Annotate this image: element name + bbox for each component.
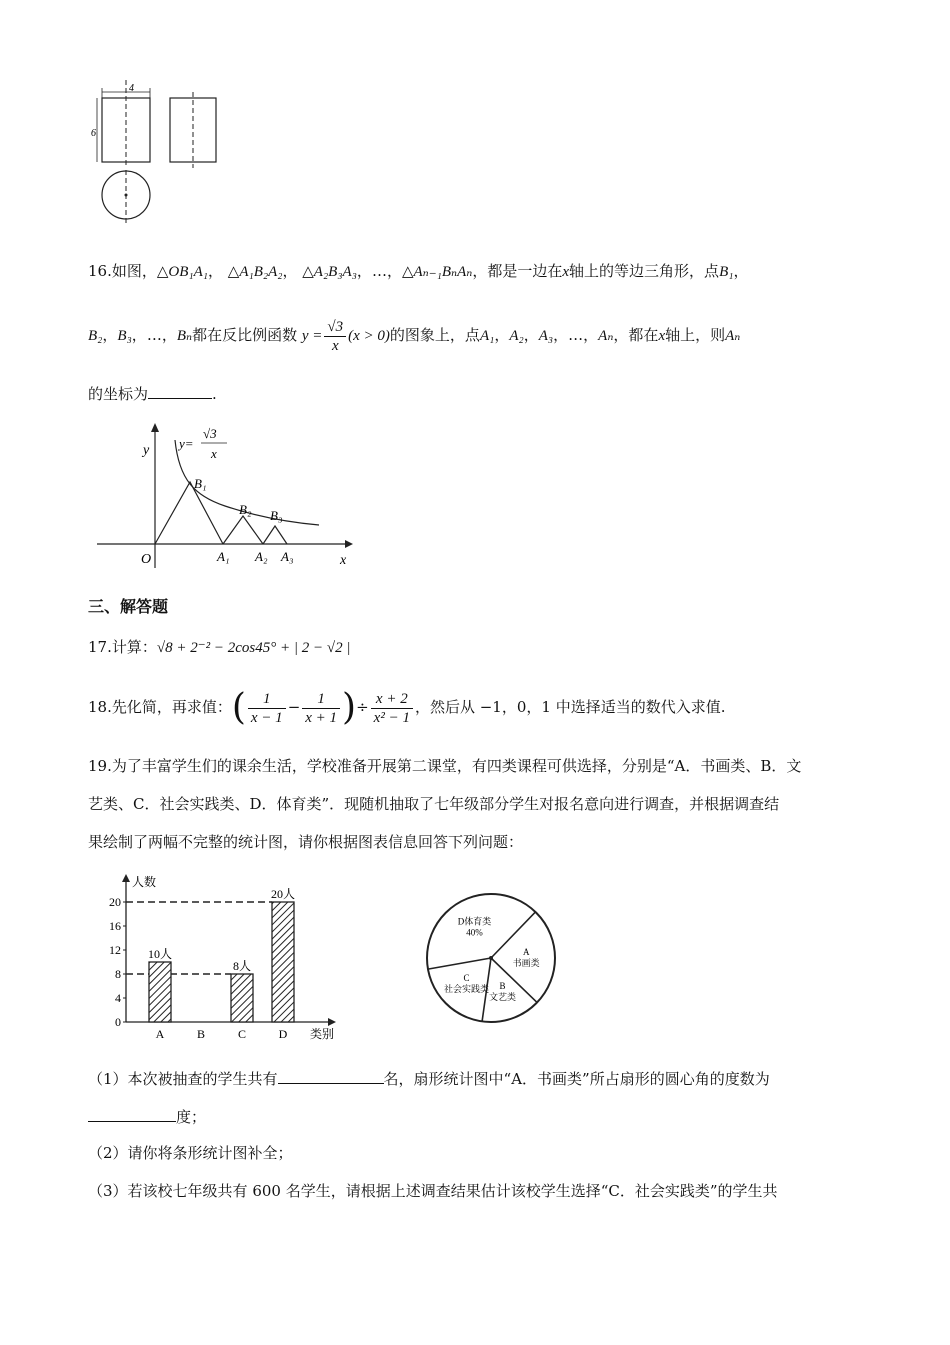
- q16-text: 轴上，则: [665, 326, 726, 344]
- bar-y-tick-label: 12: [109, 943, 121, 957]
- q17-prefix: 17.计算：: [88, 638, 157, 656]
- bar-category-label: D: [278, 1027, 288, 1041]
- bar-data-label: 20人: [270, 887, 296, 901]
- triangle-1: [155, 482, 223, 544]
- bar-category-label: A: [155, 1027, 165, 1041]
- bar-x-label: 类别: [310, 1027, 335, 1041]
- pie-slice-label: 书画类: [512, 957, 540, 968]
- pie-slice-label: 社会实践类: [444, 983, 490, 994]
- pie-slice-label: C: [463, 972, 470, 983]
- triangle-2: [223, 516, 263, 544]
- bar-D: [272, 902, 294, 1022]
- pie-slice-label: B: [499, 980, 506, 991]
- q16-line3: [88, 382, 217, 404]
- y-axis-label: y: [143, 443, 150, 458]
- q18-f1-den: x − 1: [250, 709, 283, 726]
- q16-sep: ，: [102, 326, 118, 344]
- q18-suffix: ，然后从 −1，0，1 中选择适当的数代入求值.: [414, 698, 726, 716]
- q18-right-paren: ): [342, 687, 357, 728]
- origin-label: O: [141, 552, 152, 567]
- q16-sep: ，: [356, 262, 372, 280]
- q16-text: ，都在: [613, 326, 659, 344]
- q19-total-blank[interactable]: [278, 1067, 384, 1084]
- three-view-figure: [88, 78, 228, 228]
- point-b1: B₁: [194, 476, 207, 491]
- q16-tri1: △OB₁A₁: [156, 264, 208, 280]
- bar-category-label: C: [237, 1027, 247, 1041]
- bar-data-label: 8人: [232, 959, 252, 973]
- bar-y-label: 人数: [132, 875, 157, 889]
- q16-an: Aₙ: [598, 328, 614, 344]
- q19-sub2: （2）请你将条形统计图补全；: [88, 1144, 293, 1162]
- q18-left-paren: (: [231, 687, 246, 728]
- q19-sub1-line1: [88, 1067, 770, 1089]
- bar-y-tick-label: 16: [109, 919, 121, 933]
- point-b2: B₂: [239, 502, 252, 517]
- q16-sep: ，: [386, 262, 402, 280]
- q16-sep: ，: [494, 326, 510, 344]
- triangle-3: [263, 526, 287, 544]
- q19-angle-blank[interactable]: [88, 1105, 176, 1122]
- x-axis-label: x: [340, 553, 347, 568]
- point-a1: A₁: [217, 549, 230, 564]
- q16-tri2: △A₁B₂A₂: [227, 264, 283, 280]
- q16-text: 16.如图，: [88, 262, 157, 280]
- q18-f2-num: 1: [302, 690, 340, 709]
- q16-func-y: y =: [301, 328, 323, 344]
- q16-sep: ，: [131, 326, 147, 344]
- q16-b2: B₂: [88, 328, 103, 344]
- q16-an: Aₙ: [725, 328, 741, 344]
- q16-sep: ，: [583, 326, 599, 344]
- q18-f3-num: x + 2: [371, 690, 413, 709]
- pie-slice-label: 40%: [466, 927, 483, 938]
- q16-func-cond: (x > 0): [348, 328, 390, 344]
- q16-answer-blank[interactable]: [148, 382, 212, 399]
- q18-frac1: [248, 690, 286, 727]
- func-label-den: x: [211, 446, 217, 461]
- q16-sep: ，: [207, 262, 223, 280]
- q16-func-frac: [324, 318, 346, 355]
- q19-sub3: （3）若该校七年级共有 600 名学生，请根据上述调查结果估计该校学生选择“C．社会实践类”的学生共: [88, 1182, 778, 1200]
- point-b3: B₃: [270, 508, 283, 523]
- q16-line1: [88, 261, 748, 282]
- q16-text: ，都是一边在: [472, 262, 563, 280]
- q16-a1: A₁: [479, 328, 495, 344]
- q16-sep: ，: [161, 326, 177, 344]
- q19-line3: 果绘制了两幅不完整的统计图，请你根据图表信息回答下列问题：: [88, 833, 524, 851]
- bar-A: [149, 962, 171, 1022]
- q16-bn: Bₙ: [176, 328, 193, 344]
- q16-dots: …: [146, 326, 162, 344]
- q19-sub1-line2: [88, 1105, 206, 1127]
- q16-func-num: √3: [324, 318, 346, 337]
- q16-x: x: [562, 264, 570, 280]
- q18-f3-den: x² − 1: [373, 709, 410, 726]
- q18: [88, 684, 725, 730]
- func-label: y=: [179, 436, 194, 451]
- section-3-title: 三、解答题: [88, 597, 169, 616]
- q16-x: x: [658, 328, 666, 344]
- q19-sub1-text: 度；: [176, 1108, 207, 1126]
- q19-sub1-text: （1）本次被抽查的学生共有: [88, 1070, 278, 1088]
- q18-div: ÷: [356, 698, 369, 716]
- pie-chart: [420, 890, 570, 1028]
- q16-text: 轴上的等边三角形，点: [569, 262, 720, 280]
- q16-line2: [88, 316, 740, 355]
- q16-figure: [95, 418, 365, 578]
- bar-y-tick-label: 0: [115, 1015, 121, 1029]
- q19-line1: 19.为了丰富学生们的课余生活，学校准备开展第二课堂，有四类课程可供选择，分别是“A．书画类、B．文: [88, 757, 802, 775]
- q16-func-den: x: [331, 337, 339, 354]
- q18-prefix: 18.先化简，再求值：: [88, 698, 232, 716]
- bar-x-arrow: [328, 1018, 336, 1026]
- pie-slice-label: A: [522, 946, 530, 957]
- bar-chart: [98, 872, 348, 1047]
- q16-b1: B₁: [719, 264, 734, 280]
- q16-text: 的坐标为: [88, 385, 149, 403]
- q16-sep: ，: [553, 326, 569, 344]
- bar-y-tick-label: 4: [115, 991, 121, 1005]
- q16-tri3: △A₂B₃A₃: [302, 264, 357, 280]
- q16-period: .: [212, 385, 217, 403]
- q16-sep: ，: [523, 326, 539, 344]
- func-label-num: √3: [203, 426, 217, 441]
- point-a3: A₃: [281, 549, 294, 564]
- q16-dots: …: [568, 326, 584, 344]
- q16-tri4: △Aₙ₋₁BₙAₙ: [401, 264, 473, 280]
- q16-text: 都在反比例函数: [192, 326, 298, 344]
- bar-data-label: 10人: [147, 947, 173, 961]
- bar-y-tick-label: 8: [115, 967, 121, 981]
- bar-y-tick-label: 20: [109, 895, 121, 909]
- pie-center: [489, 956, 493, 960]
- bar-C: [231, 974, 253, 1022]
- q18-f2-den: x + 1: [305, 709, 338, 726]
- q16-text: 的图象上，点: [389, 326, 480, 344]
- point-a2: A₂: [255, 549, 268, 564]
- q18-frac3: [371, 690, 413, 727]
- q18-minus: −: [287, 698, 301, 716]
- dim-side-label: 6: [91, 128, 96, 139]
- q17-expression: √8 + 2⁻² − 2cos45° + | 2 − √2 |: [156, 640, 351, 656]
- q17: [88, 637, 350, 658]
- q16-a2: A₂: [509, 328, 524, 344]
- q16-dots: …: [371, 262, 387, 280]
- q19-sub1-text: 名，扇形统计图中“A．书画类”所占扇形的圆心角的度数为: [383, 1070, 770, 1088]
- q18-f1-num: 1: [248, 690, 286, 709]
- pie-slice-label: D体育类: [457, 916, 492, 927]
- q19-line2: 艺类、C．社会实践类、D．体育类”．现随机抽取了七年级部分学生对报名意向进行调查，并根据调查结: [88, 795, 780, 813]
- q18-frac2: [302, 690, 340, 727]
- bar-category-label: B: [196, 1027, 206, 1041]
- pie-slice-label: 文艺类: [488, 991, 516, 1002]
- dim-top-label: 4: [129, 83, 134, 94]
- q16-a3: A₃: [538, 328, 554, 344]
- q16-sep: ，: [733, 262, 749, 280]
- q16-sep: ，: [282, 262, 298, 280]
- q16-b3: B₃: [117, 328, 132, 344]
- bar-y-arrow: [122, 874, 130, 882]
